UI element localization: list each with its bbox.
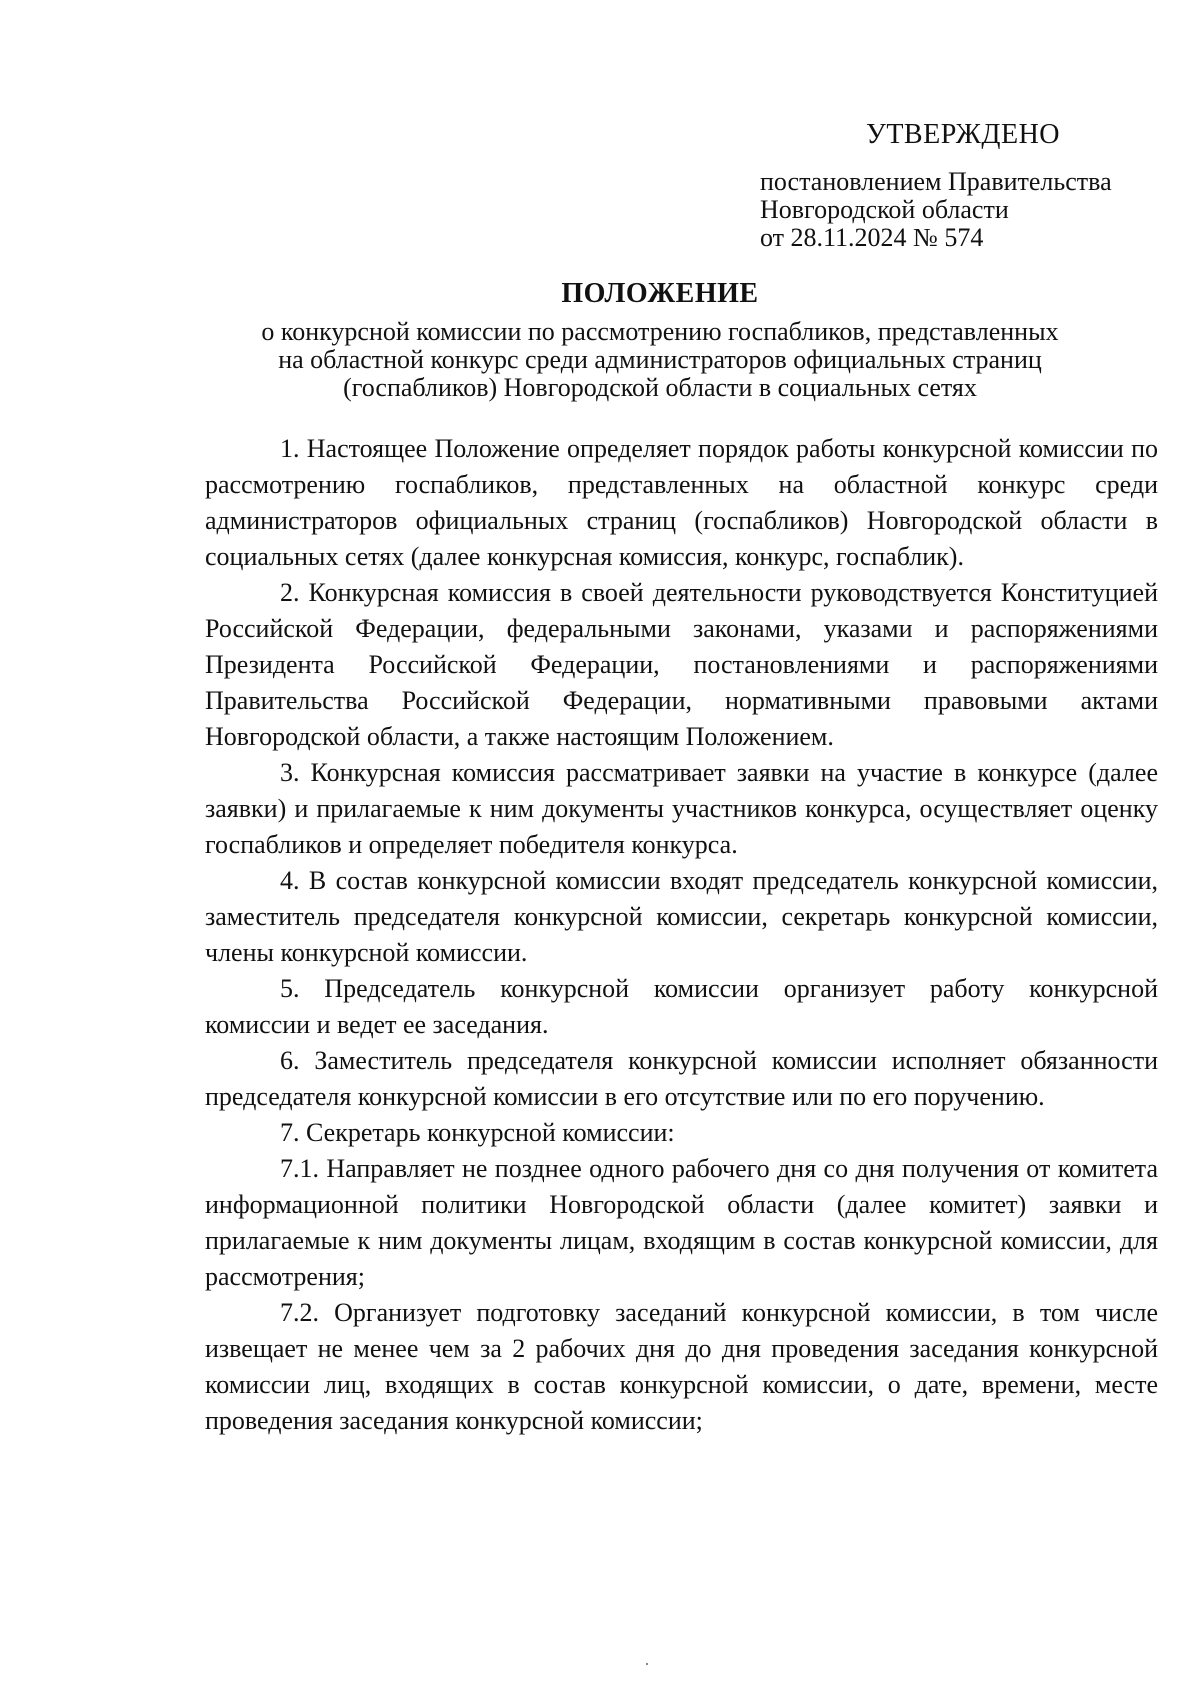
approval-stamp	[760, 118, 1160, 252]
document-title-block	[160, 276, 1160, 402]
paragraph-7: 7. Секретарь конкурсной комиссии:	[280, 1118, 675, 1147]
document-subtitle-line-1: о конкурсной комиссии по рассмотрению госпабликов, представленных	[261, 317, 1059, 346]
approval-line-decree: постановлением Правительства	[760, 167, 1112, 196]
paragraph-4: 4. В состав конкурсной комиссии входят председатель конкурсной комиссии, заместитель председателя конкурсной комиссии, секретарь конкурсной комиссии, члены конкурсной комиссии.	[205, 866, 1158, 967]
approval-line-date-number: от 28.11.2024 № 574	[760, 223, 984, 252]
document-body	[205, 431, 1158, 1439]
document-subtitle-line-3: (госпабликов) Новгородской области в социальных сетях	[343, 373, 977, 402]
paragraph-7-1: 7.1. Направляет не позднее одного рабочего дня со дня получения от комитета информационной политики Новгородской области (далее комитет) заявки и прилагаемые к ним документы лицам, входящим в состав конкурсной комиссии, для рассмотрения;	[205, 1154, 1158, 1291]
approval-line-region: Новгородской области	[760, 195, 1009, 224]
document-subtitle-line-2: на областной конкурс среди администраторов официальных страниц	[278, 345, 1042, 374]
document-title: ПОЛОЖЕНИЕ	[561, 278, 759, 309]
approval-heading: УТВЕРЖДЕНО	[866, 119, 1061, 150]
paragraph-3: 3. Конкурсная комиссия рассматривает заявки на участие в конкурсе (далее заявки) и прилагаемые к ним документы участников конкурса, осуществляет оценку госпабликов и определяет победителя конкурса.	[205, 758, 1158, 859]
paragraph-1: 1. Настоящее Положение определяет порядок работы конкурсной комиссии по рассмотрению госпабликов, представленных на областной конкурс среди администраторов официальных страниц (госпабликов) Новгородской области в социальных сетях (далее конкурсная комиссия, конкурс, госпаблик).	[205, 434, 1158, 571]
paragraph-5: 5. Председатель конкурсной комиссии организует работу конкурсной комиссии и ведет ее заседания.	[205, 974, 1158, 1039]
paragraph-7-2: 7.2. Организует подготовку заседаний конкурсной комиссии, в том числе извещает не менее чем за 2 рабочих дня до дня проведения заседания конкурсной комиссии лиц, входящих в состав конкурсной комиссии, о дате, времени, месте проведения заседания конкурсной комиссии;	[205, 1298, 1158, 1435]
paragraph-6: 6. Заместитель председателя конкурсной комиссии исполняет обязанности председателя конкурсной комиссии в его отсутствие или по его поручению.	[205, 1046, 1158, 1111]
paragraph-2: 2. Конкурсная комиссия в своей деятельности руководствуется Конституцией Российской Федерации, федеральными законами, указами и распоряжениями Президента Российской Федерации, постановлениями и распоряжениями Правительства Российской Федерации, нормативными правовыми актами Новгородской области, а также настоящим Положением.	[205, 578, 1158, 751]
scan-dot	[646, 1663, 648, 1665]
